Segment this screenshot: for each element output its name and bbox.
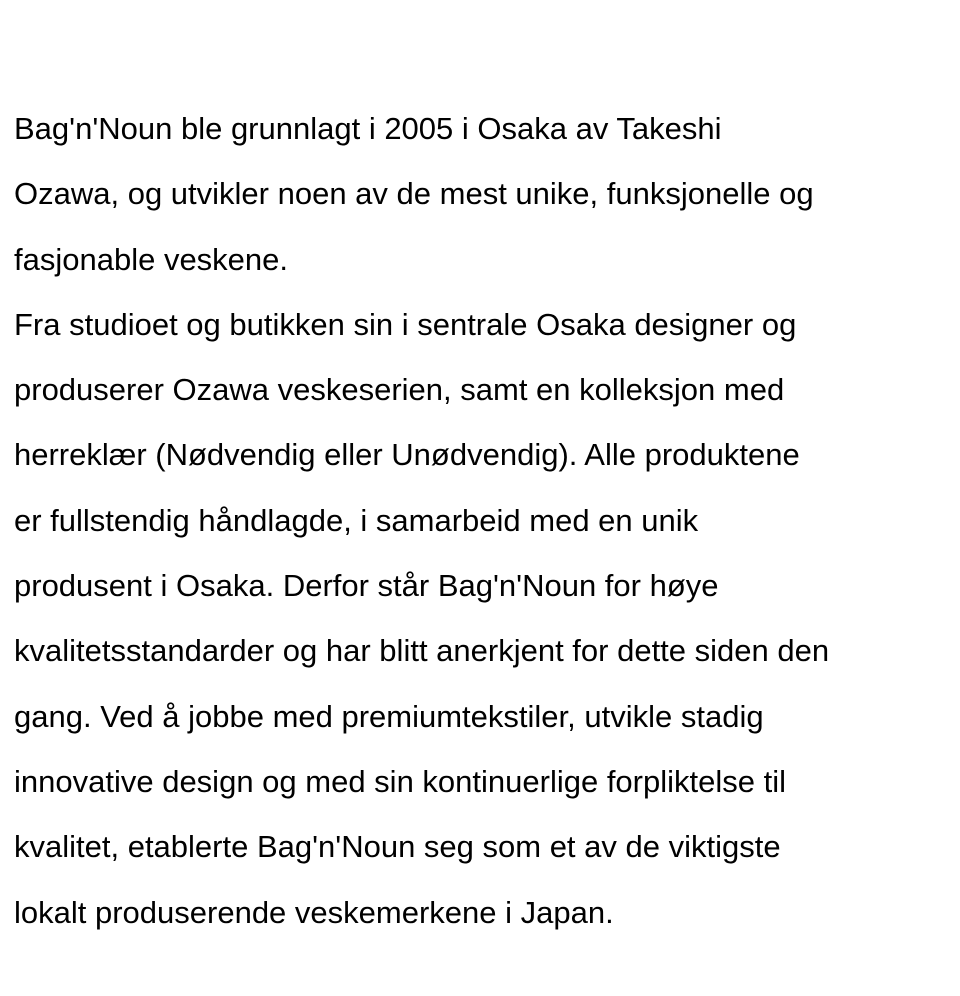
text-line: herreklær (Nødvendig eller Unødvendig). Alle produktene — [14, 437, 800, 473]
article-body — [14, 96, 914, 945]
text-line: gang. Ved å jobbe med premiumtekstiler, utvikle stadig — [14, 698, 764, 734]
text-line: kvalitet, etablerte Bag'n'Noun seg som et av de viktigste — [14, 829, 781, 865]
text-line: Fra studioet og butikken sin i sentrale Osaka designer og — [14, 306, 797, 342]
text-line: produserer Ozawa veskeserien, samt en kolleksjon med — [14, 372, 785, 408]
text-line: er fullstendig håndlagde, i samarbeid med en unik — [14, 502, 699, 538]
text-line: Ozawa, og utvikler noen av de mest unike, funksjonelle og — [14, 176, 814, 212]
text-line: innovative design og med sin kontinuerlige forpliktelse til — [14, 763, 786, 799]
text-line: fasjonable veskene. — [14, 241, 289, 277]
paragraph-intro — [14, 96, 914, 292]
paragraph-studio — [14, 292, 914, 945]
text-line: produsent i Osaka. Derfor står Bag'n'Noun for høye — [14, 568, 719, 604]
text-line: Bag'n'Noun ble grunnlagt i 2005 i Osaka av Takeshi — [14, 111, 722, 146]
text-line: lokalt produserende veskemerkene i Japan. — [14, 894, 614, 930]
text-line: kvalitetsstandarder og har blitt anerkjent for dette siden den — [14, 633, 830, 669]
